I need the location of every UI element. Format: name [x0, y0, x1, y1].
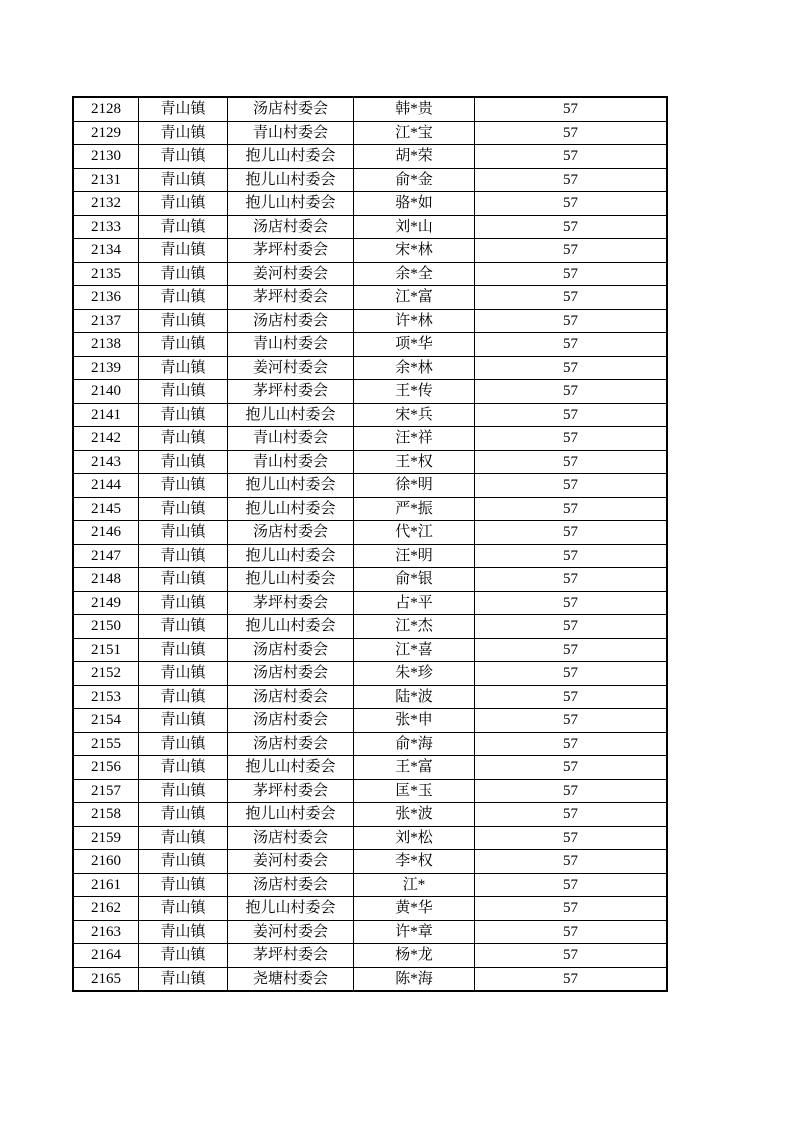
cell-town: 青山镇 [139, 638, 228, 662]
cell-serial-number: 2150 [73, 615, 139, 639]
cell-masked-name: 王*权 [354, 450, 475, 474]
cell-village-committee: 姜河村委会 [228, 356, 354, 380]
cell-serial-number: 2137 [73, 309, 139, 333]
cell-town: 青山镇 [139, 897, 228, 921]
cell-village-committee: 抱儿山村委会 [228, 897, 354, 921]
cell-serial-number: 2164 [73, 944, 139, 968]
cell-masked-name: 黄*华 [354, 897, 475, 921]
cell-masked-name: 江*宝 [354, 121, 475, 145]
cell-value: 57 [475, 427, 668, 451]
cell-village-committee: 抱儿山村委会 [228, 544, 354, 568]
cell-serial-number: 2157 [73, 779, 139, 803]
cell-serial-number: 2142 [73, 427, 139, 451]
table-row [73, 944, 667, 968]
cell-masked-name: 韩*贵 [354, 97, 475, 121]
cell-value: 57 [475, 544, 668, 568]
table-row [73, 685, 667, 709]
cell-village-committee: 汤店村委会 [228, 309, 354, 333]
cell-masked-name: 严*振 [354, 497, 475, 521]
table-row [73, 192, 667, 216]
cell-village-committee: 姜河村委会 [228, 920, 354, 944]
cell-value: 57 [475, 403, 668, 427]
cell-serial-number: 2134 [73, 239, 139, 263]
cell-masked-name: 汪*明 [354, 544, 475, 568]
cell-village-committee: 茅坪村委会 [228, 286, 354, 310]
cell-value: 57 [475, 474, 668, 498]
cell-town: 青山镇 [139, 756, 228, 780]
cell-town: 青山镇 [139, 497, 228, 521]
cell-masked-name: 徐*明 [354, 474, 475, 498]
cell-masked-name: 许*章 [354, 920, 475, 944]
table-row [73, 215, 667, 239]
table-row [73, 920, 667, 944]
cell-value: 57 [475, 944, 668, 968]
cell-value: 57 [475, 803, 668, 827]
cell-value: 57 [475, 497, 668, 521]
cell-value: 57 [475, 192, 668, 216]
cell-value: 57 [475, 380, 668, 404]
cell-serial-number: 2149 [73, 591, 139, 615]
cell-serial-number: 2139 [73, 356, 139, 380]
cell-town: 青山镇 [139, 262, 228, 286]
cell-village-committee: 抱儿山村委会 [228, 803, 354, 827]
cell-masked-name: 江*喜 [354, 638, 475, 662]
cell-value: 57 [475, 850, 668, 874]
cell-town: 青山镇 [139, 309, 228, 333]
cell-village-committee: 抱儿山村委会 [228, 615, 354, 639]
cell-village-committee: 汤店村委会 [228, 826, 354, 850]
cell-serial-number: 2158 [73, 803, 139, 827]
cell-serial-number: 2129 [73, 121, 139, 145]
cell-value: 57 [475, 450, 668, 474]
cell-serial-number: 2135 [73, 262, 139, 286]
cell-serial-number: 2140 [73, 380, 139, 404]
cell-serial-number: 2144 [73, 474, 139, 498]
cell-village-committee: 汤店村委会 [228, 685, 354, 709]
cell-town: 青山镇 [139, 474, 228, 498]
table-row [73, 333, 667, 357]
cell-village-committee: 青山村委会 [228, 121, 354, 145]
cell-town: 青山镇 [139, 427, 228, 451]
table-row [73, 521, 667, 545]
cell-town: 青山镇 [139, 380, 228, 404]
cell-masked-name: 汪*祥 [354, 427, 475, 451]
table-row [73, 873, 667, 897]
cell-town: 青山镇 [139, 732, 228, 756]
cell-serial-number: 2133 [73, 215, 139, 239]
cell-masked-name: 胡*荣 [354, 145, 475, 169]
cell-masked-name: 杨*龙 [354, 944, 475, 968]
cell-value: 57 [475, 897, 668, 921]
cell-value: 57 [475, 262, 668, 286]
cell-masked-name: 俞*海 [354, 732, 475, 756]
cell-serial-number: 2143 [73, 450, 139, 474]
cell-value: 57 [475, 356, 668, 380]
cell-masked-name: 王*富 [354, 756, 475, 780]
cell-village-committee: 汤店村委会 [228, 873, 354, 897]
cell-town: 青山镇 [139, 591, 228, 615]
cell-masked-name: 江* [354, 873, 475, 897]
table-row [73, 779, 667, 803]
table-row [73, 450, 667, 474]
cell-masked-name: 项*华 [354, 333, 475, 357]
table-row [73, 897, 667, 921]
cell-town: 青山镇 [139, 568, 228, 592]
cell-village-committee: 青山村委会 [228, 427, 354, 451]
cell-masked-name: 宋*林 [354, 239, 475, 263]
cell-town: 青山镇 [139, 662, 228, 686]
cell-village-committee: 汤店村委会 [228, 638, 354, 662]
table-row [73, 850, 667, 874]
cell-village-committee: 青山村委会 [228, 450, 354, 474]
cell-town: 青山镇 [139, 709, 228, 733]
cell-masked-name: 江*杰 [354, 615, 475, 639]
cell-serial-number: 2161 [73, 873, 139, 897]
table-row [73, 356, 667, 380]
cell-value: 57 [475, 286, 668, 310]
table-row [73, 262, 667, 286]
cell-serial-number: 2163 [73, 920, 139, 944]
cell-village-committee: 茅坪村委会 [228, 944, 354, 968]
table-row [73, 497, 667, 521]
cell-town: 青山镇 [139, 967, 228, 991]
cell-town: 青山镇 [139, 779, 228, 803]
cell-village-committee: 抱儿山村委会 [228, 568, 354, 592]
cell-village-committee: 茅坪村委会 [228, 380, 354, 404]
cell-village-committee: 茅坪村委会 [228, 591, 354, 615]
cell-serial-number: 2145 [73, 497, 139, 521]
cell-serial-number: 2162 [73, 897, 139, 921]
cell-value: 57 [475, 662, 668, 686]
cell-value: 57 [475, 920, 668, 944]
cell-town: 青山镇 [139, 356, 228, 380]
cell-masked-name: 陈*海 [354, 967, 475, 991]
cell-value: 57 [475, 239, 668, 263]
cell-village-committee: 尧塘村委会 [228, 967, 354, 991]
cell-village-committee: 青山村委会 [228, 333, 354, 357]
cell-town: 青山镇 [139, 850, 228, 874]
cell-masked-name: 宋*兵 [354, 403, 475, 427]
roster-table [72, 96, 668, 992]
table-row [73, 662, 667, 686]
table-row [73, 615, 667, 639]
cell-masked-name: 张*波 [354, 803, 475, 827]
cell-village-committee: 汤店村委会 [228, 215, 354, 239]
cell-serial-number: 2141 [73, 403, 139, 427]
cell-value: 57 [475, 732, 668, 756]
cell-village-committee: 抱儿山村委会 [228, 192, 354, 216]
cell-serial-number: 2153 [73, 685, 139, 709]
cell-town: 青山镇 [139, 403, 228, 427]
cell-village-committee: 茅坪村委会 [228, 239, 354, 263]
cell-town: 青山镇 [139, 168, 228, 192]
cell-serial-number: 2151 [73, 638, 139, 662]
cell-village-committee: 姜河村委会 [228, 262, 354, 286]
cell-value: 57 [475, 779, 668, 803]
cell-serial-number: 2159 [73, 826, 139, 850]
cell-masked-name: 余*全 [354, 262, 475, 286]
cell-village-committee: 汤店村委会 [228, 709, 354, 733]
cell-masked-name: 占*平 [354, 591, 475, 615]
table-row [73, 756, 667, 780]
table-body [73, 97, 667, 991]
cell-serial-number: 2130 [73, 145, 139, 169]
cell-masked-name: 王*传 [354, 380, 475, 404]
cell-masked-name: 许*林 [354, 309, 475, 333]
cell-town: 青山镇 [139, 333, 228, 357]
cell-town: 青山镇 [139, 145, 228, 169]
cell-serial-number: 2156 [73, 756, 139, 780]
table-row [73, 568, 667, 592]
table-row [73, 732, 667, 756]
cell-serial-number: 2146 [73, 521, 139, 545]
cell-value: 57 [475, 121, 668, 145]
cell-village-committee: 抱儿山村委会 [228, 403, 354, 427]
cell-village-committee: 抱儿山村委会 [228, 168, 354, 192]
cell-serial-number: 2160 [73, 850, 139, 874]
cell-town: 青山镇 [139, 685, 228, 709]
cell-serial-number: 2138 [73, 333, 139, 357]
cell-value: 57 [475, 685, 668, 709]
cell-value: 57 [475, 826, 668, 850]
cell-village-committee: 抱儿山村委会 [228, 145, 354, 169]
table-row [73, 380, 667, 404]
cell-town: 青山镇 [139, 192, 228, 216]
cell-serial-number: 2154 [73, 709, 139, 733]
cell-town: 青山镇 [139, 121, 228, 145]
table-row [73, 709, 667, 733]
table-row [73, 403, 667, 427]
cell-masked-name: 刘*山 [354, 215, 475, 239]
cell-masked-name: 陆*波 [354, 685, 475, 709]
table-row [73, 427, 667, 451]
table-row [73, 826, 667, 850]
cell-town: 青山镇 [139, 544, 228, 568]
cell-value: 57 [475, 97, 668, 121]
cell-value: 57 [475, 215, 668, 239]
cell-village-committee: 汤店村委会 [228, 662, 354, 686]
cell-masked-name: 朱*珍 [354, 662, 475, 686]
cell-village-committee: 汤店村委会 [228, 732, 354, 756]
cell-village-committee: 汤店村委会 [228, 97, 354, 121]
cell-masked-name: 李*权 [354, 850, 475, 874]
table-row [73, 474, 667, 498]
cell-serial-number: 2152 [73, 662, 139, 686]
cell-serial-number: 2147 [73, 544, 139, 568]
table-row [73, 286, 667, 310]
cell-value: 57 [475, 309, 668, 333]
cell-masked-name: 代*江 [354, 521, 475, 545]
cell-value: 57 [475, 591, 668, 615]
cell-masked-name: 刘*松 [354, 826, 475, 850]
table-row [73, 309, 667, 333]
cell-masked-name: 江*富 [354, 286, 475, 310]
cell-serial-number: 2132 [73, 192, 139, 216]
cell-serial-number: 2128 [73, 97, 139, 121]
table-row [73, 97, 667, 121]
cell-town: 青山镇 [139, 239, 228, 263]
cell-value: 57 [475, 638, 668, 662]
cell-village-committee: 抱儿山村委会 [228, 497, 354, 521]
cell-value: 57 [475, 967, 668, 991]
cell-serial-number: 2165 [73, 967, 139, 991]
table-row [73, 591, 667, 615]
cell-serial-number: 2155 [73, 732, 139, 756]
cell-serial-number: 2148 [73, 568, 139, 592]
cell-town: 青山镇 [139, 450, 228, 474]
cell-town: 青山镇 [139, 286, 228, 310]
table-row [73, 145, 667, 169]
cell-masked-name: 张*申 [354, 709, 475, 733]
cell-value: 57 [475, 756, 668, 780]
cell-value: 57 [475, 709, 668, 733]
cell-value: 57 [475, 168, 668, 192]
cell-masked-name: 俞*银 [354, 568, 475, 592]
cell-village-committee: 姜河村委会 [228, 850, 354, 874]
table-row [73, 239, 667, 263]
table-row [73, 967, 667, 991]
cell-serial-number: 2131 [73, 168, 139, 192]
cell-town: 青山镇 [139, 873, 228, 897]
cell-town: 青山镇 [139, 521, 228, 545]
cell-value: 57 [475, 333, 668, 357]
cell-masked-name: 骆*如 [354, 192, 475, 216]
cell-serial-number: 2136 [73, 286, 139, 310]
table-row [73, 544, 667, 568]
cell-masked-name: 俞*金 [354, 168, 475, 192]
cell-town: 青山镇 [139, 920, 228, 944]
cell-village-committee: 茅坪村委会 [228, 779, 354, 803]
cell-masked-name: 余*林 [354, 356, 475, 380]
cell-town: 青山镇 [139, 826, 228, 850]
cell-village-committee: 汤店村委会 [228, 521, 354, 545]
cell-value: 57 [475, 521, 668, 545]
table-row [73, 168, 667, 192]
cell-town: 青山镇 [139, 97, 228, 121]
table-row [73, 638, 667, 662]
cell-town: 青山镇 [139, 215, 228, 239]
cell-town: 青山镇 [139, 944, 228, 968]
cell-village-committee: 抱儿山村委会 [228, 756, 354, 780]
cell-town: 青山镇 [139, 615, 228, 639]
table-row [73, 121, 667, 145]
cell-town: 青山镇 [139, 803, 228, 827]
cell-village-committee: 抱儿山村委会 [228, 474, 354, 498]
cell-value: 57 [475, 568, 668, 592]
cell-value: 57 [475, 145, 668, 169]
cell-masked-name: 匡*玉 [354, 779, 475, 803]
cell-value: 57 [475, 615, 668, 639]
table-row [73, 803, 667, 827]
cell-value: 57 [475, 873, 668, 897]
